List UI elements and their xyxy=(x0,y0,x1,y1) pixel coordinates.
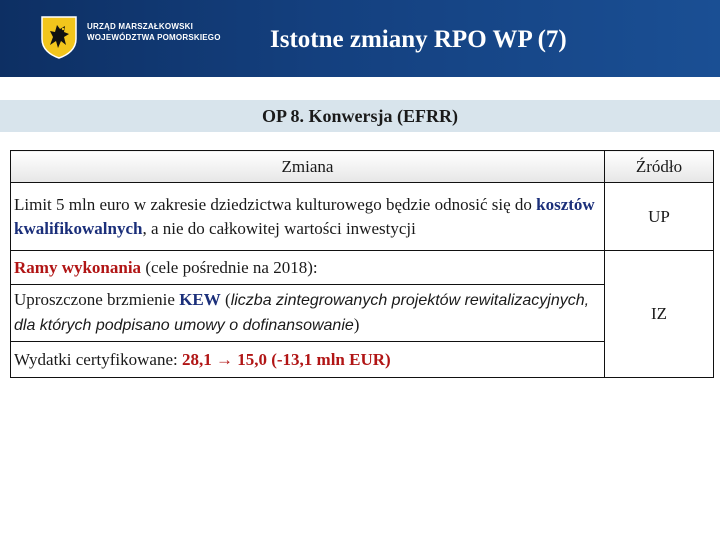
organization-name-line2: WOJEWÓDZTWA POMORSKIEGO xyxy=(87,33,221,42)
organization-name xyxy=(87,21,221,43)
slide-title: Istotne zmiany RPO WP (7) xyxy=(270,26,567,53)
change-cell-certified-expenditure xyxy=(11,342,605,378)
change-text: , a nie do całkowitej wartości inwestycji xyxy=(142,218,416,238)
change-cell-limit xyxy=(11,183,605,251)
change-text: ) xyxy=(353,315,360,334)
keyword-kew: KEW xyxy=(179,290,221,309)
column-header-source: Źródło xyxy=(605,151,714,183)
source-cell-iz: IZ xyxy=(605,251,714,378)
change-cell-kew xyxy=(11,285,605,342)
keyword-eligible-costs: kosztów kwalifikowalnych xyxy=(14,194,595,238)
header-bar xyxy=(0,0,720,77)
kew-definition: liczba zintegrowanych projektów rewitalizacyjnych, dla których podpisano umowy o dofinansowanie xyxy=(14,292,590,334)
change-text: Limit 5 mln euro w zakresie dziedzictwa kulturowego będzie odnosić się do xyxy=(14,194,537,214)
organization-name-line1: URZĄD MARSZAŁKOWSKI xyxy=(87,22,194,31)
change-cell-performance-framework xyxy=(11,251,605,285)
table-header-row xyxy=(11,151,714,183)
column-header-change: Zmiana xyxy=(11,151,605,183)
table-row xyxy=(11,251,714,285)
table-row xyxy=(11,183,714,251)
change-text: (cele pośrednie na 2018): xyxy=(141,257,318,277)
change-text: Uproszczone brzmienie xyxy=(14,290,180,309)
griffin-coat-of-arms-icon xyxy=(40,15,78,59)
change-text: Wydatki certyfikowane: xyxy=(14,349,182,369)
change-text: ( xyxy=(220,290,231,309)
section-subtitle: OP 8. Konwersja (EFRR) xyxy=(262,106,458,126)
source-cell-up: UP xyxy=(605,183,714,251)
keyword-performance-framework: Ramy wykonania xyxy=(14,257,142,277)
changes-table xyxy=(10,150,714,378)
expenditure-values: 28,1 → 15,0 (-13,1 mln EUR) xyxy=(181,349,391,369)
